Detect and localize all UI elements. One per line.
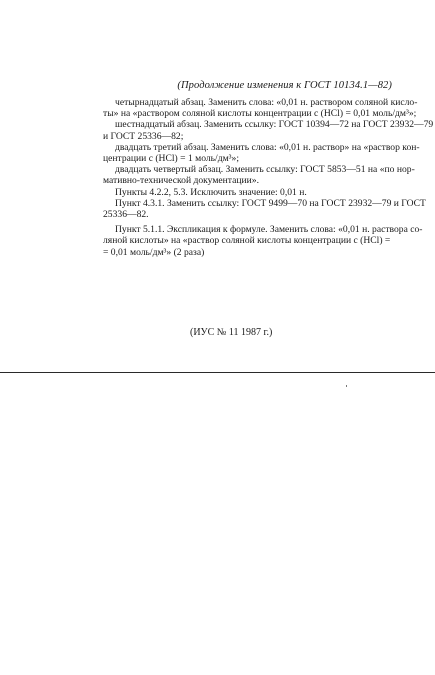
text-line: двадцать четвертый абзац. Заменить ссылку: ГОСТ 5853—51 на «по нор-	[115, 164, 415, 176]
text-line: центрации c (HCl) = 1 моль/дм³»;	[103, 153, 239, 165]
text-line: ляной кислоты» на «раствор соляной кислоты концентрации c (HCl) =	[103, 235, 391, 247]
text-line: = 0,01 моль/дм³» (2 раза)	[103, 246, 205, 258]
scan-mark	[346, 385, 347, 387]
text-line: шестнадцатый абзац. Заменить ссылку: ГОСТ 10394—72 на ГОСТ 23932—79	[115, 119, 434, 131]
document-body	[103, 97, 434, 258]
paragraph-14th	[103, 97, 418, 120]
horizontal-rule	[0, 372, 435, 373]
text-line: Пункт 4.3.1. Заменить ссылку: ГОСТ 9499—70 на ГОСТ 23932—79 и ГОСТ	[115, 197, 426, 209]
text-line: мативно-технической документации».	[103, 175, 259, 187]
paragraph-item-431	[103, 197, 426, 221]
paragraph-16th	[103, 119, 434, 142]
source-reference: (ИУС № 11 1987 г.)	[190, 327, 273, 338]
text-line: четырнадцатый абзац. Заменить слова: «0,01 н. раствором соляной кисло-	[115, 97, 418, 108]
continuation-header: (Продолжение изменения к ГОСТ 10134.1—82)	[177, 80, 392, 91]
text-line: Пункт 5.1.1. Экспликация к формуле. Заменить слова: «0,01 н. раствора со-	[115, 224, 423, 236]
paragraph-23rd	[103, 141, 420, 165]
text-line: ты» на «раствором соляной кислоты концентрации c (HCl) = 0,01 моль/дм³»;	[103, 108, 417, 120]
text-line: Пункты 4.2.2, 5.3. Исключить значение: 0,01 н.	[115, 186, 307, 198]
text-line: и ГОСТ 25336—82;	[103, 130, 184, 142]
paragraph-24th	[103, 164, 415, 187]
paragraph-item-511	[103, 224, 423, 258]
text-line: двадцать третий абзац. Заменить слова: «0,01 н. раствор» на «раствор кон-	[115, 141, 420, 153]
paragraph-items-422-53	[103, 187, 395, 198]
text-line: 25336—82.	[103, 209, 149, 221]
